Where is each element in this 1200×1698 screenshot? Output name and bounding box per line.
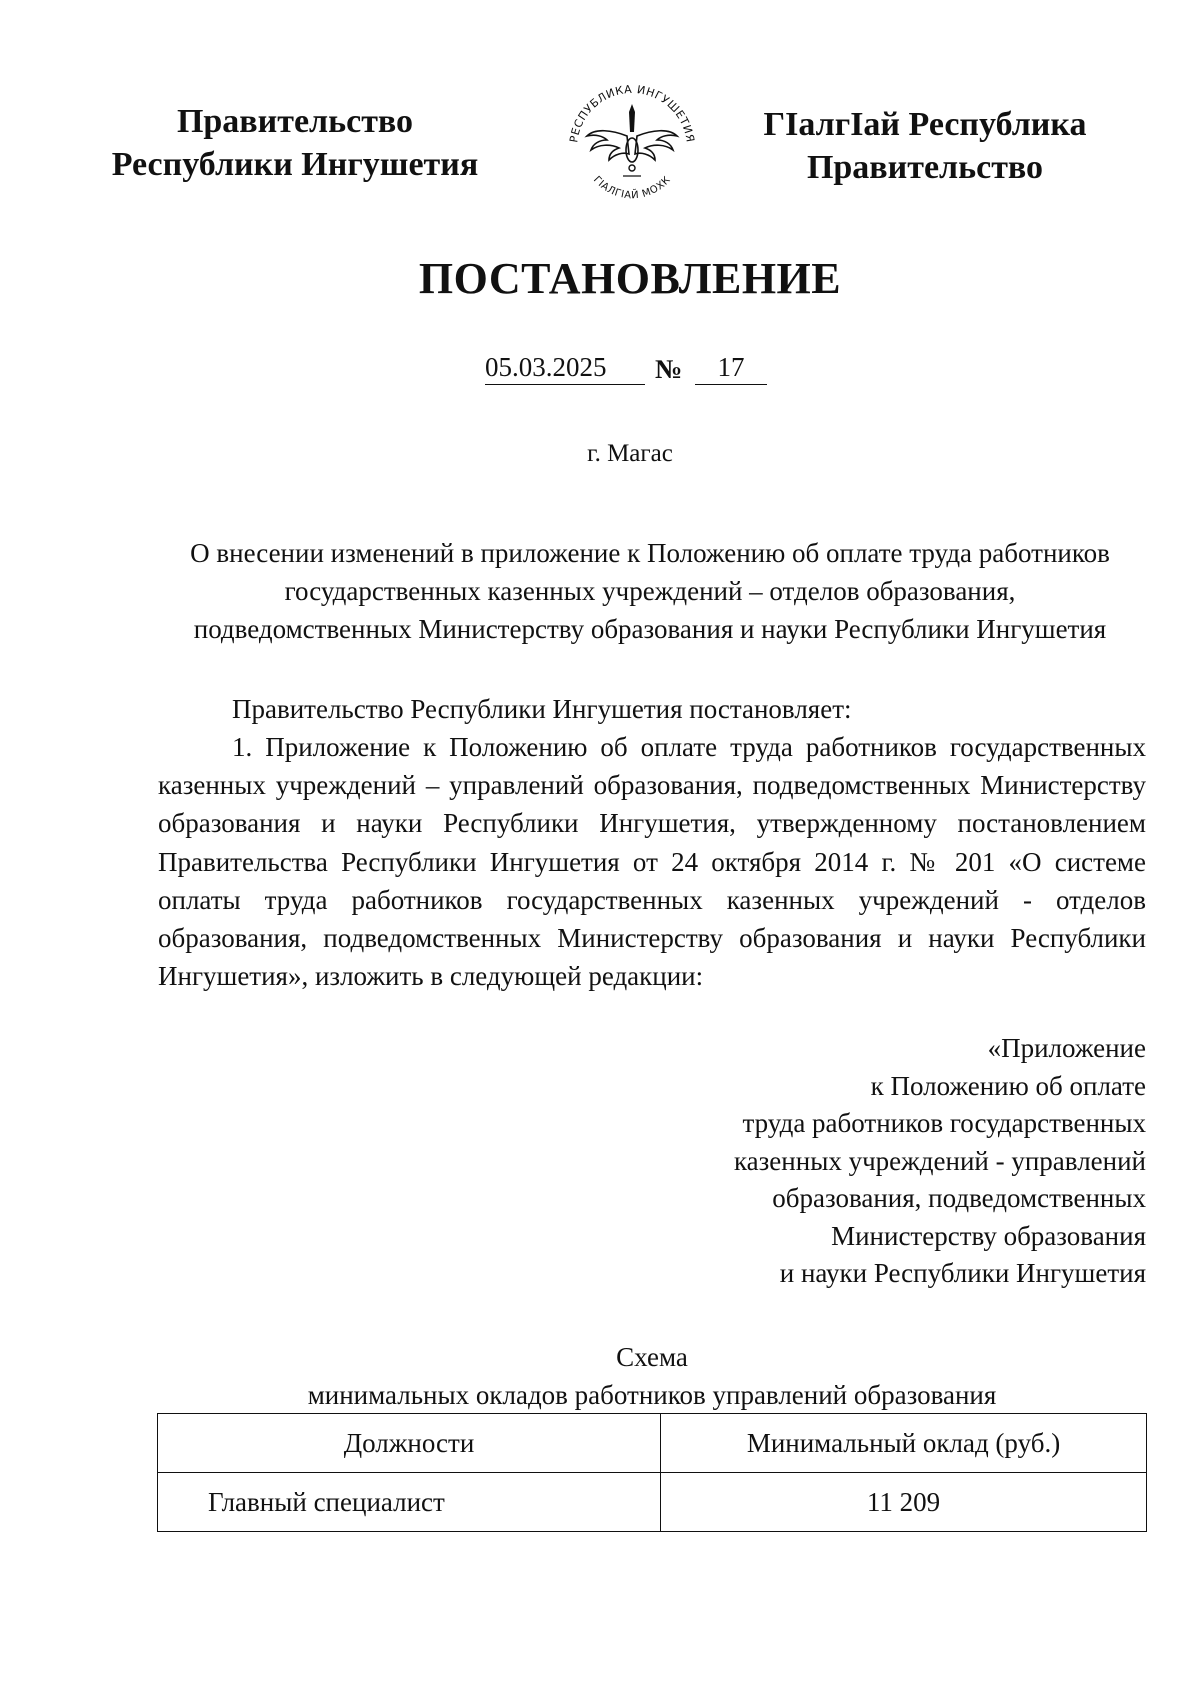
- column-header-salary: Минимальный оклад (руб.): [661, 1414, 1147, 1473]
- document-type-title: ПОСТАНОВЛЕНИЕ: [418, 254, 842, 303]
- header-right-line2: Правительство: [806, 149, 1044, 186]
- annex-line6: Министерству образования: [831, 1220, 1146, 1251]
- subject-line2: государственных казенных учреждений – отделов образования,: [284, 576, 1016, 606]
- emblem-text-bottom: ГIАЛГIАЙ МОХК: [590, 174, 674, 202]
- header-left: [95, 100, 495, 186]
- scheme-title-line1: Схема: [616, 1342, 688, 1372]
- number-sign: №: [655, 354, 683, 384]
- salary-table: [157, 1413, 1147, 1532]
- annex-caption: [600, 1030, 1146, 1293]
- annex-line7: и науки Республики Ингушетия: [779, 1258, 1146, 1288]
- annex-line3: труда работников государственных: [742, 1108, 1146, 1138]
- header-right-line1: ГIалгIай Республика: [763, 106, 1087, 143]
- column-header-position: Должности: [158, 1414, 661, 1473]
- svg-text:ГIАЛГIАЙ МОХК: [591, 174, 673, 201]
- document-number: 17: [695, 350, 767, 385]
- scheme-title-line2: минимальных окладов работников управлений образования: [307, 1380, 997, 1410]
- preamble: Правительство Республики Ингушетия постановляет:: [232, 694, 852, 724]
- cell-salary: 11 209: [661, 1473, 1147, 1532]
- document-date: 05.03.2025: [485, 350, 645, 385]
- subject-line3: подведомственных Министерству образования и науки Республики Ингушетия: [193, 614, 1107, 644]
- annex-line1: «Приложение: [987, 1033, 1146, 1063]
- table-header-row: [158, 1414, 1147, 1473]
- header-right: [740, 103, 1110, 189]
- paragraph-1: 1. Приложение к Положению об оплате труда работников государственных казенных учреждений – управлений образования, подведомственных Министерству образования и науки Республики Ингушетия, утвержденному постановлением Правительства Республики Ингушетия от 24 октября 2014 г. № 201 «О системе оплаты труда работников государственных казенных учреждений - отделов образования, подведомственных Министерству образования и науки Республики Ингушетия», изложить в следующей редакции:: [158, 732, 1146, 992]
- cell-position: Главный специалист: [158, 1473, 661, 1532]
- emblem-text-top: РЕСПУБЛИКА ИНГУШЕТИЯ: [567, 82, 697, 144]
- table-row: [158, 1473, 1147, 1532]
- header-left-line1: Правительство: [176, 103, 414, 140]
- subject-line1: О внесении изменений в приложение к Положению об оплате труда работников: [190, 538, 1110, 568]
- city: г. Магас: [587, 440, 673, 467]
- scheme-title: [158, 1338, 1146, 1414]
- annex-line4: казенных учреждений - управлений: [733, 1145, 1146, 1176]
- annex-line5: образования, подведомственных: [772, 1183, 1146, 1213]
- document-subject: [150, 534, 1150, 648]
- state-emblem-icon: [557, 70, 707, 220]
- header-left-line2: Республики Ингушетия: [111, 146, 479, 183]
- date-number-row: [0, 350, 1200, 390]
- annex-line2: к Положению об оплате: [870, 1070, 1146, 1101]
